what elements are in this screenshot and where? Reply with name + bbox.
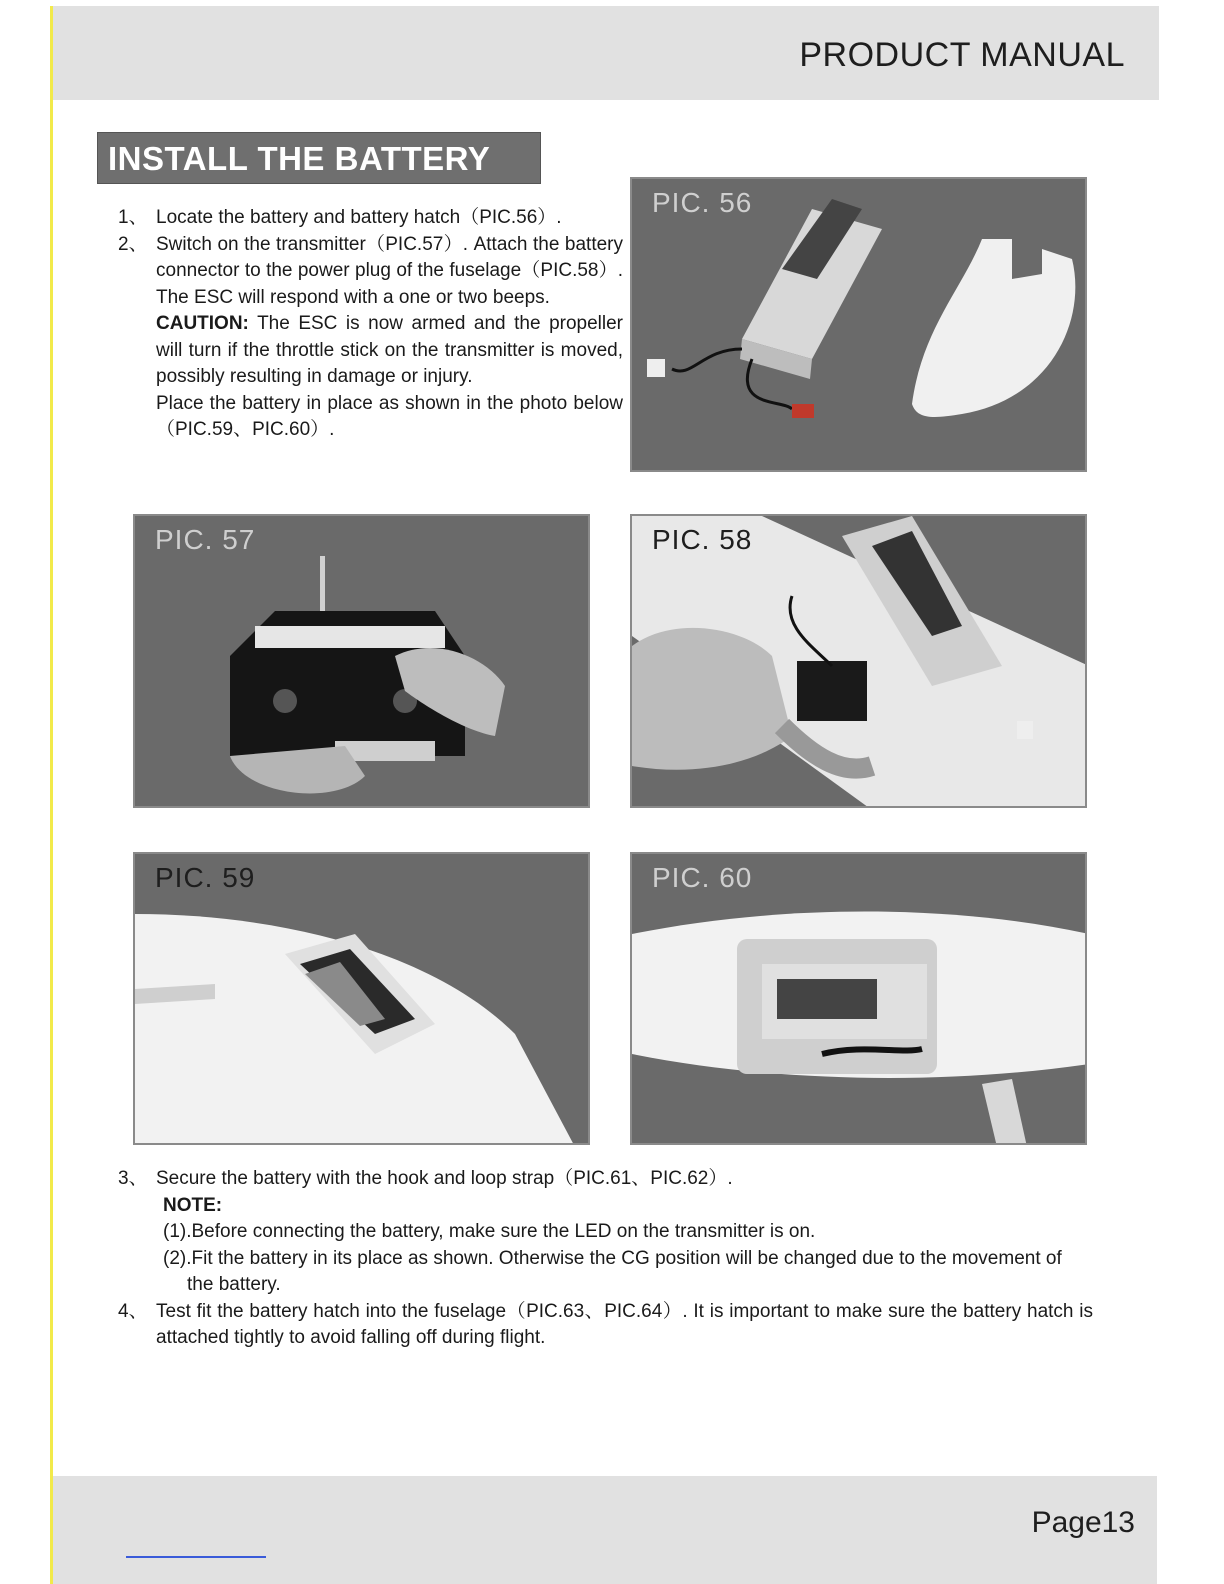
step-text: Secure the battery with the hook and loop strap（PIC.61、PIC.62）. xyxy=(156,1168,733,1189)
step-2 xyxy=(118,232,623,444)
note-block xyxy=(118,1193,1093,1299)
photo-label: PIC. 56 xyxy=(652,187,753,218)
step-text: Test fit the battery hatch into the fuselage（PIC.63、PIC.64）. It is important to make sure the battery hatch is attached tightly to avoid falling off during flight. xyxy=(156,1300,1093,1348)
page-header xyxy=(53,6,1159,100)
page-number: Page13 xyxy=(1031,1506,1135,1539)
step-number: 3、 xyxy=(118,1168,148,1189)
caution-label: CAUTION: xyxy=(156,313,249,334)
note-label: NOTE: xyxy=(163,1194,223,1216)
photo-pic60 xyxy=(630,852,1087,1145)
step-1 xyxy=(118,205,623,232)
step-text: Switch on the transmitter（PIC.57）. Attach the battery connector to the power plug of the fuselage（PIC.58）. The ESC will respond with a one or two beeps. xyxy=(156,233,623,308)
instructions-bottom xyxy=(118,1166,1093,1352)
page-footer xyxy=(53,1476,1157,1584)
step-number: 1、 xyxy=(118,207,148,228)
place-battery-text: Place the battery in place as shown in the photo below（PIC.59、PIC.60）. xyxy=(156,392,623,440)
step-number: 2、 xyxy=(118,233,148,255)
step-number: 4、 xyxy=(118,1300,148,1322)
step-4 xyxy=(118,1299,1093,1352)
battery-in-fuselage-illustration xyxy=(135,854,590,1145)
photo-label: PIC. 57 xyxy=(155,524,256,555)
caution-text: The ESC is now armed and the propeller will turn if the throttle stick on the transmitter is moved, possibly resulting in damage or injury. xyxy=(156,313,624,387)
yellow-margin-rule xyxy=(50,6,53,1584)
photo-pic56 xyxy=(630,177,1087,472)
note-item: (1).Before connecting the battery, make sure the LED on the transmitter is on. xyxy=(163,1221,816,1242)
footer-link-underline[interactable] xyxy=(126,1556,266,1558)
battery-seated-illustration xyxy=(632,854,1087,1145)
battery-connection-illustration xyxy=(632,516,1087,808)
section-title: INSTALL THE BATTERY xyxy=(97,132,541,184)
photo-label: PIC. 60 xyxy=(652,862,753,893)
step-text: Locate the battery and battery hatch（PIC.56）. xyxy=(156,207,562,228)
header-title: PRODUCT MANUAL xyxy=(799,36,1125,74)
photo-label: PIC. 59 xyxy=(155,862,256,893)
battery-and-hatch-illustration xyxy=(632,179,1087,472)
photo-label: PIC. 58 xyxy=(652,524,753,555)
photo-pic58 xyxy=(630,514,1087,808)
caution-paragraph xyxy=(156,311,623,391)
photo-pic57 xyxy=(133,514,590,808)
transmitter-illustration xyxy=(135,516,590,808)
note-item: (2).Fit the battery in its place as shown. Otherwise the CG position will be changed due to the movement of the battery. xyxy=(163,1247,1062,1295)
step-3 xyxy=(118,1166,1093,1193)
instructions-top xyxy=(118,205,623,444)
photo-pic59 xyxy=(133,852,590,1145)
